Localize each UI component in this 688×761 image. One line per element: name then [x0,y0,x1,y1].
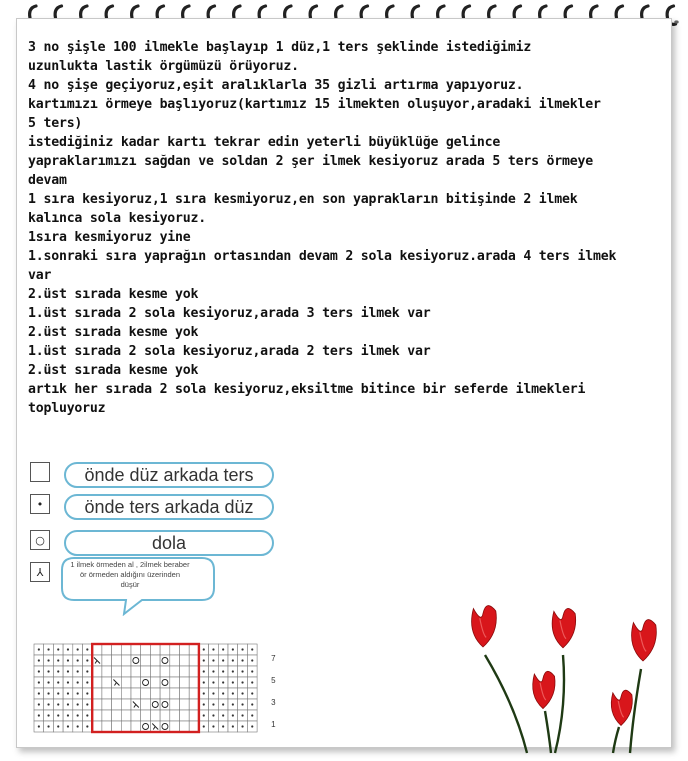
instruction-line: istediğiniz kadar kartı tekrar edin yeterli büyüklüğe gelince [28,135,501,150]
chart-cell [102,666,112,677]
chart-cell [34,721,44,732]
chart-cell [189,644,199,655]
chart-cell [180,644,190,655]
chart-cell [238,710,248,721]
chart-cell [209,710,219,721]
chart-cell [102,677,112,688]
chart-cell [44,666,54,677]
chart-cell [44,699,54,710]
chart-cell [102,644,112,655]
chart-cell [238,721,248,732]
chart-cell [170,655,180,666]
chart-cell [53,710,63,721]
chart-cell [238,677,248,688]
chart-cell [218,644,228,655]
instruction-line: 2.üst sırada kesme yok [28,363,199,378]
chart-cell [209,655,219,666]
chart-cell [218,666,228,677]
chart-cell [112,699,122,710]
chart-cell [112,655,122,666]
chart-cell [218,655,228,666]
knitting-chart [30,640,290,740]
instruction-line: 1.üst sırada 2 sola kesiyoruz,arada 3 ters ilmek var [28,306,431,321]
chart-cell [131,688,141,699]
instruction-line: yapraklarımızı sağdan ve soldan 2 şer ilmek kesiyoruz arada 5 ters örmeye [28,154,593,169]
chart-cell [53,688,63,699]
chart-cell [199,688,209,699]
chart-cell [180,688,190,699]
chart-cell [83,644,93,655]
chart-cell [83,655,93,666]
chart-cell [228,710,238,721]
chart-cell [209,677,219,688]
chart-cell [121,644,131,655]
chart-cell [92,677,102,688]
pattern-instructions [28,38,668,418]
chart-cell [160,644,170,655]
instruction-line: 1.üst sırada 2 sola kesiyoruz,arada 2 ters ilmek var [28,344,431,359]
chart-cell [189,710,199,721]
chart-cell [92,688,102,699]
instruction-line: 1 sıra kesiyoruz,1 sıra kesmiyoruz,en son yaprakların bitişinde 2 ilmek [28,192,578,207]
chart-cell [170,666,180,677]
chart-cell [63,721,73,732]
instruction-line: 1sıra kesmiyoruz yine [28,230,191,245]
chart-cell [73,699,83,710]
chart-cell [247,721,257,732]
chart-cell [92,666,102,677]
circle-square-icon: ○ [30,530,50,550]
legend-yarn-over-label: dola [64,530,274,556]
chart-cell [180,677,190,688]
chart-cell [34,655,44,666]
chart-cell [170,710,180,721]
decrease-description: 1 ilmek örmeden al , 2ilmek beraber ör örmeden aldığını üzerinden düşür [70,560,190,589]
chart-cell [121,710,131,721]
chart-cell [121,666,131,677]
chart-cell [92,644,102,655]
chart-cell [218,710,228,721]
chart-cell [150,655,160,666]
chart-cell [247,655,257,666]
chart-cell [92,721,102,732]
chart-cell [131,644,141,655]
chart-cell [83,666,93,677]
chart-cell [150,677,160,688]
chart-cell [73,710,83,721]
chart-cell [53,677,63,688]
chart-cell [92,699,102,710]
chart-cell [121,699,131,710]
chart-cell [189,699,199,710]
chart-cell [73,677,83,688]
chart-cell [180,655,190,666]
chart-cell [189,666,199,677]
row-number: 5 [271,675,276,685]
instruction-line: var [28,268,52,283]
chart-cell [44,721,54,732]
chart-cell [34,688,44,699]
chart-cell [34,710,44,721]
empty-square-icon [30,462,50,482]
chart-cell [83,721,93,732]
chart-cell [209,644,219,655]
chart-cell [228,721,238,732]
chart-cell [53,721,63,732]
chart-cell [247,677,257,688]
chart-cell [112,644,122,655]
chart-cell [63,644,73,655]
chart-cell [141,699,151,710]
chart-cell [238,644,248,655]
chart-cell [83,688,93,699]
instruction-line: kalınca sola kesiyoruz. [28,211,207,226]
chart-cell [199,677,209,688]
chart-cell [121,655,131,666]
instruction-line: topluyoruz [28,401,106,416]
chart-cell [53,666,63,677]
chart-cell [121,677,131,688]
chart-cell [34,666,44,677]
chart-cell [160,710,170,721]
instruction-line: 5 ters) [28,116,83,131]
chart-cell [73,655,83,666]
instruction-line: artık her sırada 2 sola kesiyoruz,eksiltme bitince bir seferde ilmekleri [28,382,586,397]
instruction-line: 1.sonraki sıra yaprağın ortasından devam 2 sola kesiyoruz.arada 4 ters ilmek [28,249,617,264]
chart-cell [209,699,219,710]
chart-cell [131,677,141,688]
chart-cell [170,688,180,699]
chart-cell [112,710,122,721]
instruction-line: 3 no şişle 100 ilmekle başlayıp 1 düz,1 ters şeklinde istediğimiz [28,40,532,55]
row-number: 3 [271,697,276,707]
tulip-flower [611,690,632,753]
tulip-decoration [455,585,685,755]
chart-cell [73,644,83,655]
chart-cell [228,666,238,677]
chart-cell [34,699,44,710]
chart-cell [218,699,228,710]
chart-cell [141,644,151,655]
legend-knit-label: önde düz arkada ters [64,462,274,488]
instruction-line: devam [28,173,67,188]
decrease-square-icon: ⅄ [30,562,50,582]
instruction-line: 4 no şişe geçiyoruz,eşit aralıklarla 35 gizli artırma yapıyoruz. [28,78,524,93]
row-number: 7 [271,653,276,663]
chart-cell [53,699,63,710]
chart-cell [102,688,112,699]
chart-cell [199,699,209,710]
instruction-line: kartımızı örmeye başlıyoruz(kartımız 15 ilmekten oluşuyor,aradaki ilmekler [28,97,601,112]
chart-cell [112,721,122,732]
chart-cell [131,721,141,732]
chart-cell [160,688,170,699]
chart-cell [131,666,141,677]
chart-cell [150,710,160,721]
chart-cell [63,655,73,666]
instruction-line: uzunlukta lastik örgümüzü örüyoruz. [28,59,299,74]
chart-cell [92,710,102,721]
chart-cell [218,677,228,688]
chart-cell [131,710,141,721]
chart-cell [238,655,248,666]
chart-cell [44,710,54,721]
chart-cell [180,710,190,721]
chart-cell [209,721,219,732]
chart-cell [34,677,44,688]
chart-cell [189,721,199,732]
chart-cell [102,721,112,732]
chart-cell [44,688,54,699]
chart-cell [102,655,112,666]
chart-cell [63,699,73,710]
chart-cell [247,688,257,699]
chart-cell [141,710,151,721]
chart-cell [228,699,238,710]
chart-cell [160,666,170,677]
tulip-flower [630,620,656,753]
chart-cell [199,710,209,721]
chart-cell [228,688,238,699]
chart-cell [247,699,257,710]
chart-cell [83,699,93,710]
chart-cell [170,644,180,655]
tulip-flower [533,671,555,753]
chart-cell [247,710,257,721]
chart-cell [63,710,73,721]
chart-cell [199,666,209,677]
chart-cell [150,666,160,677]
chart-cell [53,655,63,666]
chart-cell [73,666,83,677]
chart-cell [218,688,228,699]
chart-cell [141,666,151,677]
chart-cell [170,721,180,732]
legend-purl-label: önde ters arkada düz [64,494,274,520]
chart-cell [238,688,248,699]
chart-cell [112,688,122,699]
chart-cell [44,655,54,666]
instruction-line: 2.üst sırada kesme yok [28,287,199,302]
chart-cell [228,644,238,655]
chart-cell [189,688,199,699]
chart-cell [73,721,83,732]
chart-cell [34,644,44,655]
chart-cell [44,677,54,688]
chart-cell [141,688,151,699]
chart-cell [53,644,63,655]
chart-cell [180,721,190,732]
chart-cell [247,644,257,655]
chart-cell [199,644,209,655]
chart-cell [228,655,238,666]
chart-cell [63,677,73,688]
chart-cell [150,688,160,699]
chart-cell [102,710,112,721]
chart-cell [102,699,112,710]
tulip-flower [472,606,527,753]
chart-cell [218,721,228,732]
chart-cell [180,699,190,710]
chart-cell [150,644,160,655]
chart-cell [238,699,248,710]
chart-cell [170,677,180,688]
chart-cell [209,666,219,677]
instruction-line: 2.üst sırada kesme yok [28,325,199,340]
chart-cell [199,655,209,666]
chart-cell [112,666,122,677]
chart-cell [180,666,190,677]
chart-cell [63,688,73,699]
chart-cell [83,677,93,688]
chart-cell [238,666,248,677]
chart-cell [209,688,219,699]
chart-cell [189,655,199,666]
chart-cell [141,655,151,666]
chart-cell [44,644,54,655]
chart-cell [228,677,238,688]
chart-cell [170,699,180,710]
chart-cell [73,688,83,699]
chart-cell [189,677,199,688]
chart-cell [83,710,93,721]
chart-cell [63,666,73,677]
chart-cell [121,688,131,699]
chart-cell [247,666,257,677]
tulip-flower [552,608,576,753]
chart-cell [199,721,209,732]
dot-square-icon: • [30,494,50,514]
row-number: 1 [271,719,276,729]
chart-cell [121,721,131,732]
